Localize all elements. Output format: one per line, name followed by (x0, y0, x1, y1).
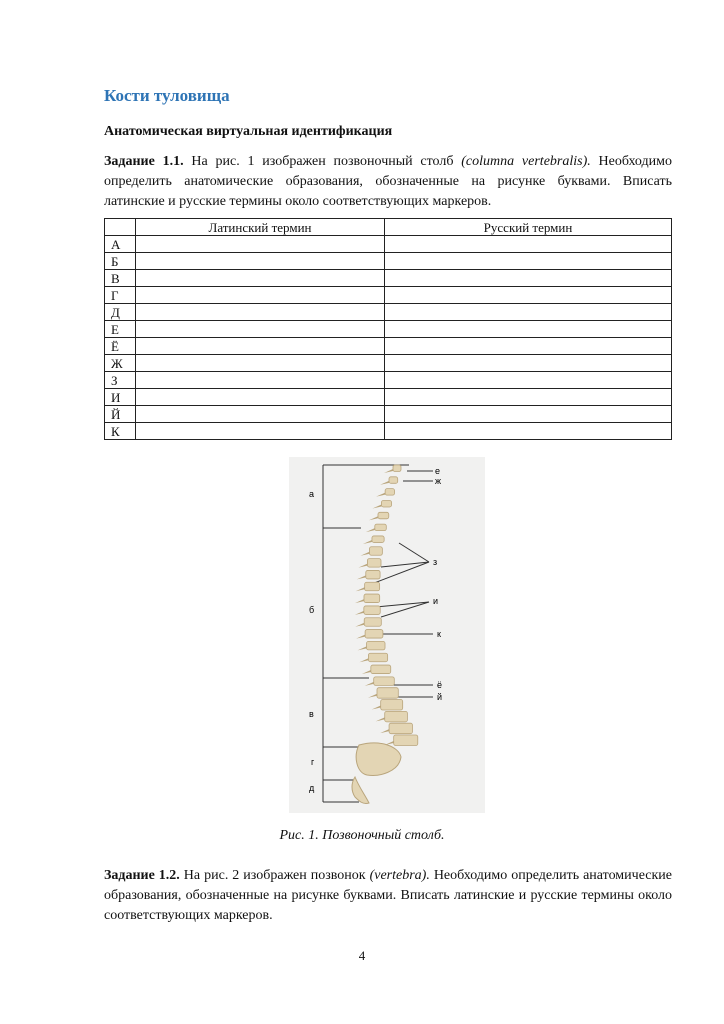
label-zh: ж (435, 476, 442, 486)
spinous-process (366, 528, 375, 532)
row-letter: А (105, 236, 136, 253)
figure-caption: Рис. 1. Позвоночный столб. (279, 828, 445, 843)
spinous-process (376, 493, 385, 497)
spinous-process (360, 552, 369, 556)
label-a: а (309, 489, 315, 499)
russian-term-cell[interactable] (385, 253, 672, 270)
label-k: к (437, 629, 441, 639)
table-row (105, 406, 672, 423)
label-b: б (309, 605, 315, 615)
latin-term-cell[interactable] (136, 423, 385, 440)
vertebra (375, 524, 387, 531)
spinous-process (358, 564, 367, 568)
header-latin: Латинский термин (136, 219, 385, 236)
vertebra (385, 489, 394, 496)
spinous-process (362, 670, 371, 674)
task-1-latin: (columna vertebralis). (461, 154, 591, 169)
task-1-text-a: На рис. 1 изображен позвоночный столб (183, 154, 462, 169)
label-d: д (309, 783, 315, 793)
row-letter: Ё (105, 338, 136, 355)
table-row (105, 355, 672, 372)
page-number: 4 (358, 948, 366, 963)
spinous-process (368, 694, 377, 698)
vertebra (367, 641, 386, 650)
latin-term-cell[interactable] (136, 355, 385, 372)
vertebra (389, 723, 412, 734)
russian-term-cell[interactable] (385, 321, 672, 338)
table-row (105, 389, 672, 406)
label-z: з (433, 557, 438, 567)
row-letter: Й (105, 406, 136, 423)
table-row (105, 321, 672, 338)
task-2-text-a: На рис. 2 изображен позвонок (179, 868, 370, 883)
vertebra (368, 653, 387, 662)
latin-term-cell[interactable] (136, 321, 385, 338)
latin-term-cell[interactable] (136, 253, 385, 270)
russian-term-cell[interactable] (385, 423, 672, 440)
spinous-process (357, 575, 366, 579)
label-v: в (309, 709, 314, 719)
label-y: й (437, 692, 443, 702)
russian-term-cell[interactable] (385, 338, 672, 355)
spinous-process (356, 587, 365, 591)
spine-figure (289, 457, 485, 813)
label-g: г (311, 757, 315, 767)
vertebra (364, 606, 380, 615)
vertebra (366, 570, 380, 579)
spinous-process (365, 682, 374, 686)
russian-term-cell[interactable] (385, 287, 672, 304)
vertebra (364, 618, 381, 627)
header-letter (105, 219, 136, 236)
vertebra (369, 547, 382, 556)
row-letter: Б (105, 253, 136, 270)
row-letter: К (105, 423, 136, 440)
row-letter: Д (105, 304, 136, 321)
vertebrae-group (355, 465, 418, 746)
latin-term-cell[interactable] (136, 338, 385, 355)
table-row (105, 270, 672, 287)
spinous-process (376, 717, 385, 721)
spinous-process (358, 646, 367, 650)
vertebra (377, 688, 398, 699)
vertebra (367, 559, 381, 568)
coccyx-shape (352, 777, 369, 804)
vertebra (393, 465, 401, 472)
table-row (105, 287, 672, 304)
vertebra (394, 735, 418, 746)
spinous-process (355, 611, 364, 615)
spinous-process (355, 623, 364, 627)
vertebra (371, 665, 391, 674)
spine-illustration (289, 457, 485, 813)
vertebra (365, 630, 383, 639)
task-1-paragraph (104, 152, 672, 212)
latin-term-cell[interactable] (136, 236, 385, 253)
russian-term-cell[interactable] (385, 372, 672, 389)
russian-term-cell[interactable] (385, 304, 672, 321)
spinous-process (380, 729, 389, 733)
russian-term-cell[interactable] (385, 236, 672, 253)
label-i: и (433, 596, 439, 606)
terms-table (104, 218, 672, 440)
russian-term-cell[interactable] (385, 270, 672, 287)
table-row (105, 338, 672, 355)
vertebra (365, 582, 380, 591)
task-2-latin: (vertebra). (369, 868, 430, 883)
row-letter: Ж (105, 355, 136, 372)
vertebra (385, 711, 408, 722)
spinous-process (369, 516, 378, 520)
russian-term-cell[interactable] (385, 389, 672, 406)
section-title: Кости туловища (104, 86, 230, 105)
vertebra (364, 594, 380, 603)
task-2-label: Задание 1.2. (104, 868, 180, 883)
header-russian: Русский термин (385, 219, 672, 236)
spinous-process (363, 540, 372, 544)
spinous-process (359, 658, 368, 662)
subsection-title: Анатомическая виртуальная идентификация (104, 124, 393, 139)
spinous-process (380, 481, 389, 485)
russian-term-cell[interactable] (385, 406, 672, 423)
label-e: е (435, 466, 441, 476)
spinous-process (384, 469, 393, 473)
latin-term-cell[interactable] (136, 372, 385, 389)
task-1-text-b: Необходимо определить анатомические образования, обозначенные на рисунке буквами. Вписать латинские и русские термины около соответствующих маркеров. (104, 154, 672, 209)
latin-term-cell[interactable] (136, 287, 385, 304)
russian-term-cell[interactable] (385, 355, 672, 372)
vertebra (389, 477, 398, 484)
vertebra (381, 700, 403, 711)
spinous-process (372, 706, 381, 710)
row-letter: З (105, 372, 136, 389)
table-row (105, 236, 672, 253)
table-header-row (105, 219, 672, 236)
table-row (105, 372, 672, 389)
spinous-process (356, 635, 365, 639)
vertebra (381, 500, 391, 507)
row-letter: И (105, 389, 136, 406)
task-2-text-b: Необходимо определить анатомические образования, обозначенные на рисунке буквами. Вписать латинские и русские термины около соответствующих маркеров. (104, 868, 672, 923)
task-1-label: Задание 1.1. (104, 154, 184, 169)
label-yo: ё (437, 680, 443, 690)
table-row (105, 253, 672, 270)
table-row (105, 304, 672, 321)
vertebra (378, 512, 389, 519)
row-letter: В (105, 270, 136, 287)
sacrum-shape (356, 743, 401, 775)
spinous-process (372, 504, 381, 508)
row-letter: Е (105, 321, 136, 338)
table-row (105, 423, 672, 440)
vertebra (372, 536, 384, 543)
latin-term-cell[interactable] (136, 389, 385, 406)
latin-term-cell[interactable] (136, 304, 385, 321)
latin-term-cell[interactable] (136, 270, 385, 287)
spinous-process (355, 599, 364, 603)
task-2-paragraph (104, 866, 672, 926)
latin-term-cell[interactable] (136, 406, 385, 423)
vertebra (374, 677, 395, 686)
row-letter: Г (105, 287, 136, 304)
